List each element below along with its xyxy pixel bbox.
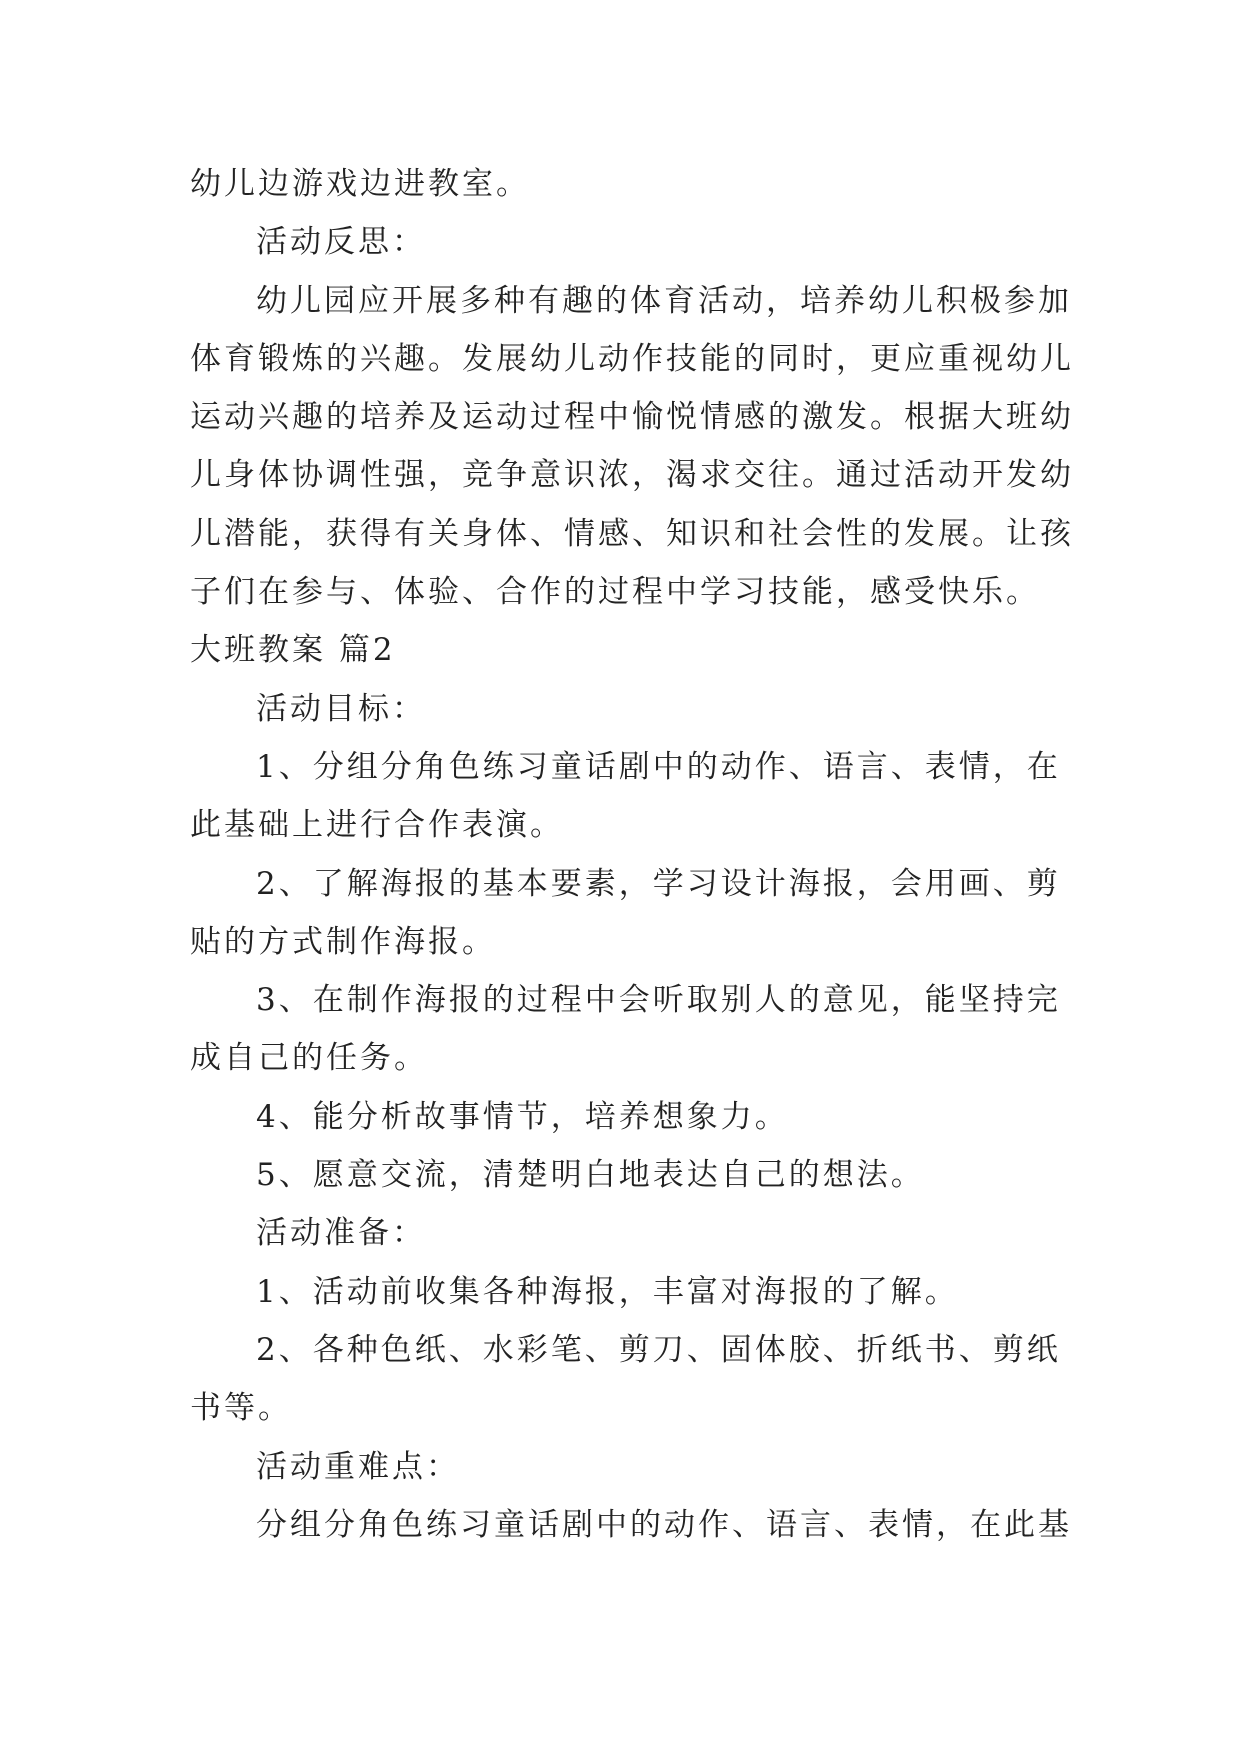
text-line: 幼儿园应开展多种有趣的体育活动，培养幼儿积极参加	[256, 282, 1072, 319]
text-line: 活动反思：	[256, 224, 426, 261]
text-line: 活动准备：	[256, 1215, 426, 1252]
text-line: 分组分角色练习童话剧中的动作、语言、表情，在此基	[256, 1506, 1072, 1543]
text-line: 大班教案 篇2	[190, 632, 396, 669]
text-line: 子们在参与、体验、合作的过程中学习技能，感受快乐。	[190, 574, 1040, 611]
text-line: 书等。	[190, 1390, 292, 1427]
text-line: 贴的方式制作海报。	[190, 923, 496, 960]
text-line: 幼儿边游戏边进教室。	[190, 166, 530, 202]
text-line: 体育锻炼的兴趣。发展幼儿动作技能的同时，更应重视幼儿	[190, 340, 1074, 377]
document-body	[190, 155, 1074, 1554]
text-line: 5、愿意交流，清楚明白地表达自己的想法。	[256, 1157, 925, 1194]
text-line: 成自己的任务。	[190, 1040, 428, 1077]
text-line: 1、分组分角色练习童话剧中的动作、语言、表情，在	[256, 748, 1061, 785]
text-line: 1、活动前收集各种海报，丰富对海报的了解。	[256, 1273, 959, 1310]
text-line: 活动重难点：	[256, 1448, 460, 1485]
text-line: 3、在制作海报的过程中会听取别人的意见，能坚持完	[256, 982, 1061, 1019]
text-line: 儿身体协调性强，竞争意识浓，渴求交往。通过活动开发幼	[190, 457, 1074, 494]
text-line: 活动目标：	[256, 690, 426, 727]
text-line: 2、各种色纸、水彩笔、剪刀、固体胶、折纸书、剪纸	[256, 1331, 1061, 1368]
text-line: 此基础上进行合作表演。	[190, 807, 564, 844]
text-line: 运动兴趣的培养及运动过程中愉悦情感的激发。根据大班幼	[190, 399, 1074, 436]
text-line: 2、了解海报的基本要素，学习设计海报，会用画、剪	[256, 865, 1061, 902]
text-line: 4、能分析故事情节，培养想象力。	[256, 1098, 789, 1135]
text-line: 儿潜能，获得有关身体、情感、知识和社会性的发展。让孩	[190, 515, 1074, 552]
